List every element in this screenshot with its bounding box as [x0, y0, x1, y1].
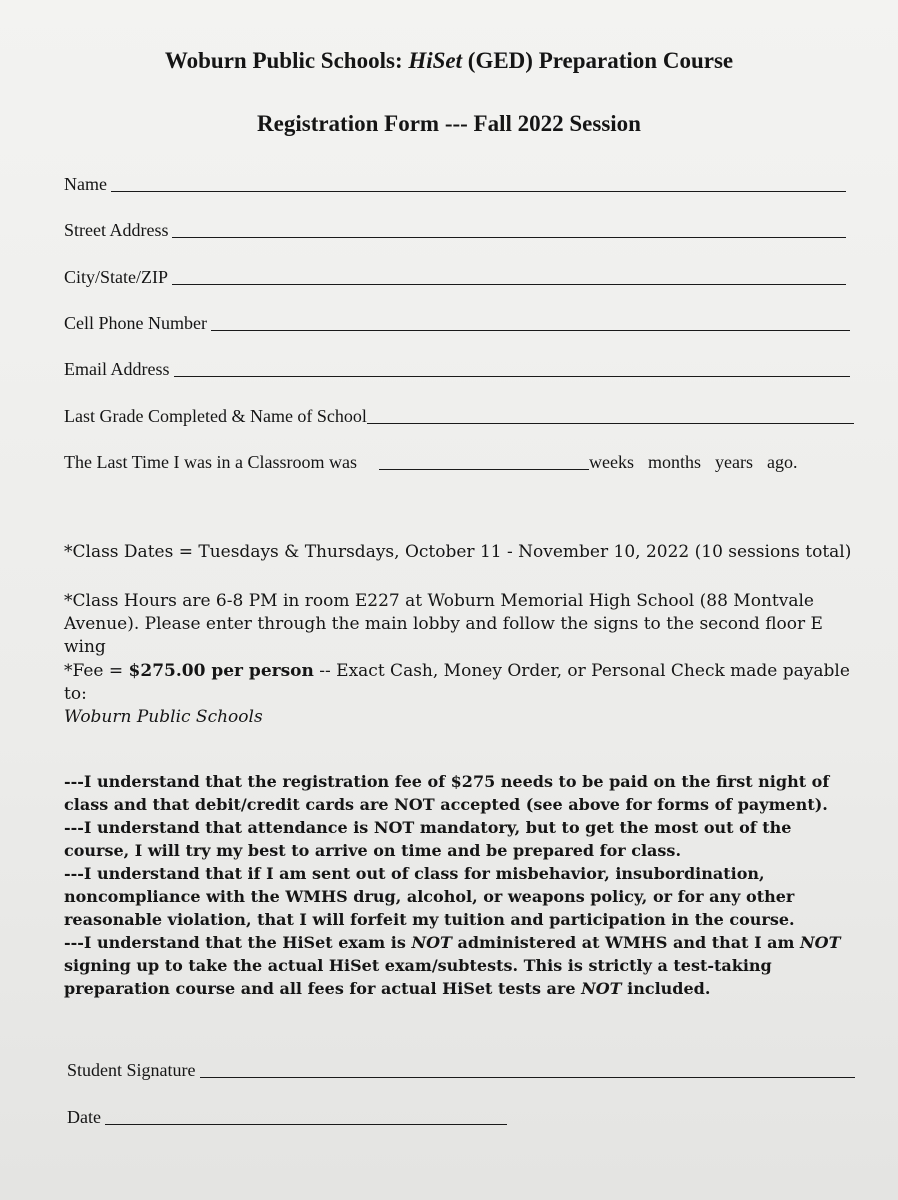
- signature-input-line[interactable]: [200, 1077, 856, 1078]
- option-months[interactable]: months: [647, 452, 701, 472]
- grade-field[interactable]: [64, 405, 854, 427]
- grade-input-line[interactable]: [367, 423, 854, 424]
- fee-rest: -- Exact Cash, Money Order, or Personal Check made payable to:: [64, 661, 850, 704]
- date-input-line[interactable]: [105, 1124, 507, 1125]
- agreement-attendance: ---I understand that attendance is NOT mandatory, but to get the most out of the course, I will try my best to arrive on time and be prepared for class.: [64, 818, 792, 860]
- class-dates-text: *Class Dates = Tuesdays & Thursdays, October 11 - November 10, 2022 (10 sessions total): [64, 542, 852, 562]
- title-prefix: Woburn Public Schools:: [164, 48, 409, 73]
- email-input-line[interactable]: [174, 376, 851, 377]
- street-label: Street Address: [64, 220, 169, 240]
- name-label: Name: [64, 174, 107, 194]
- classroom-input-line[interactable]: [379, 469, 589, 470]
- fee-text: [64, 660, 854, 729]
- title-hiset: HiSet: [408, 48, 463, 73]
- ago-text: ago.: [766, 452, 798, 472]
- option-weeks[interactable]: weeks: [588, 452, 634, 472]
- page-title: [0, 47, 898, 75]
- name-input-line[interactable]: [111, 191, 846, 192]
- date-field[interactable]: [67, 1106, 507, 1128]
- student-signature-field[interactable]: [67, 1059, 855, 1081]
- phone-input-line[interactable]: [211, 330, 850, 331]
- street-field[interactable]: [64, 219, 846, 241]
- class-hours-text: *Class Hours are 6-8 PM in room E227 at Woburn Memorial High School (88 Montvale Avenue). Please enter through the main lobby and follow the signs to the second floor E wing: [64, 591, 823, 657]
- street-input-line[interactable]: [172, 237, 846, 238]
- payee-text: Woburn Public Schools: [64, 707, 263, 727]
- option-years[interactable]: years: [714, 452, 753, 472]
- email-field[interactable]: [64, 358, 850, 380]
- classroom-label: The Last Time I was in a Classroom was: [64, 452, 357, 472]
- email-label: Email Address: [64, 359, 170, 379]
- city-field[interactable]: [64, 266, 846, 288]
- signature-label: Student Signature: [67, 1060, 196, 1080]
- agreement-conduct: ---I understand that if I am sent out of class for misbehavior, insubordination, noncompliance with the WMHS drug, alcohol, or weapons policy, or for any other reasonable violation, that I will forfeit my tuition and participation in the course.: [64, 864, 795, 929]
- grade-label: Last Grade Completed & Name of School: [64, 406, 367, 426]
- page-subtitle: Registration Form --- Fall 2022 Session: [257, 111, 641, 136]
- agreement-exam: ---I understand that the HiSet exam is NOT administered at WMHS and that I am NOT signing up to take the actual HiSet exam/subtests. This is strictly a test-taking preparation course and all fees for actual HiSet tests are NOT included.: [64, 933, 841, 998]
- title-suffix: (GED) Preparation Course: [462, 48, 734, 73]
- city-label: City/State/ZIP: [64, 267, 169, 287]
- name-field[interactable]: [64, 173, 846, 195]
- fee-prefix: *Fee =: [64, 661, 129, 681]
- date-label: Date: [67, 1107, 101, 1127]
- classroom-field[interactable]: [64, 451, 854, 473]
- phone-field[interactable]: [64, 312, 850, 334]
- agreement-fee: ---I understand that the registration fee of $275 needs to be paid on the first night of class and that debit/credit cards are NOT accepted (see above for forms of payment).: [64, 772, 830, 814]
- city-input-line[interactable]: [172, 284, 846, 285]
- phone-label: Cell Phone Number: [64, 313, 207, 333]
- fee-amount: $275.00 per person: [128, 661, 314, 681]
- agreements-section: [64, 770, 854, 1000]
